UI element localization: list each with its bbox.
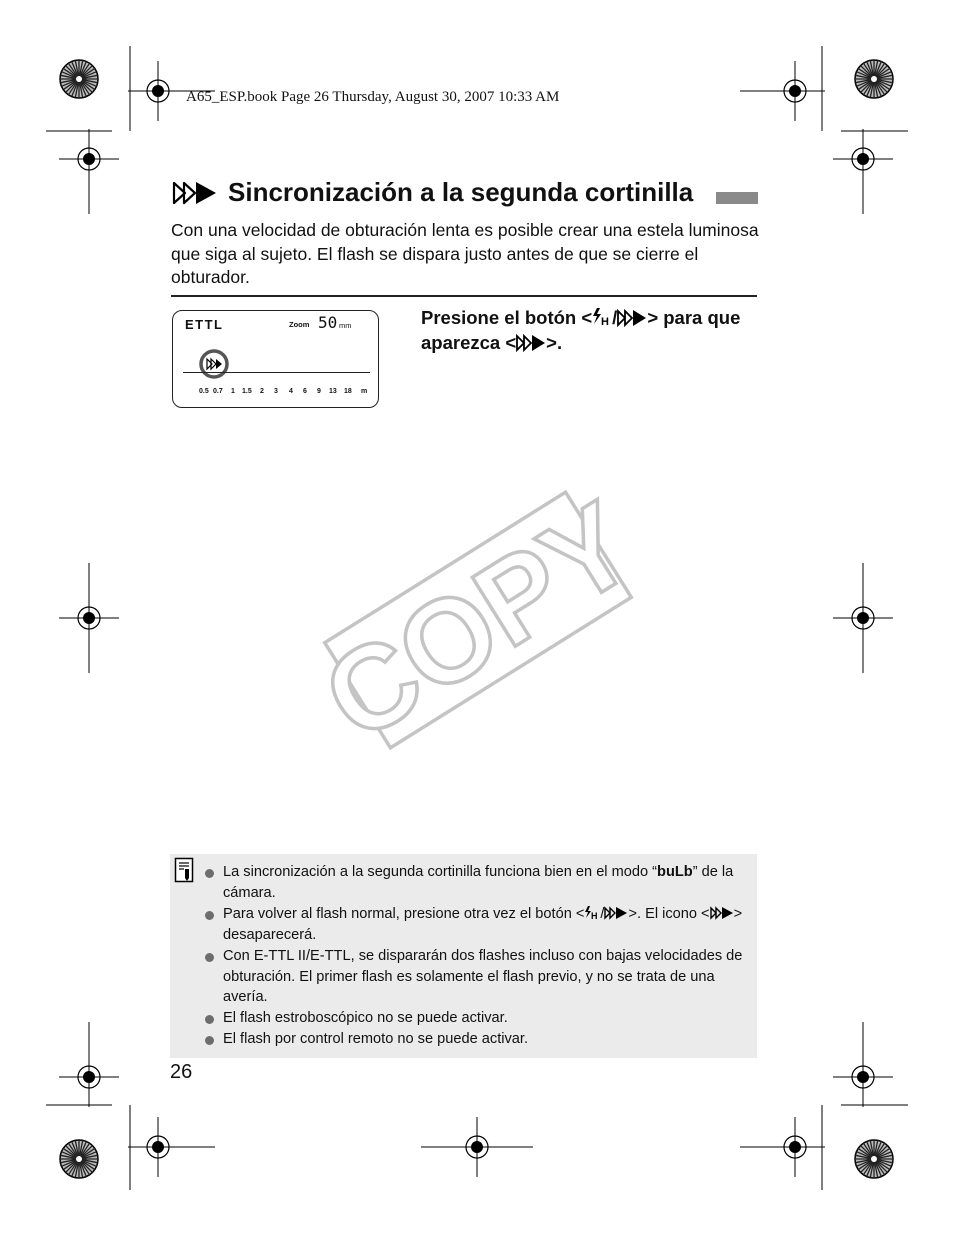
lcd-scale-tick: 18 (344, 388, 352, 395)
lcd-scale-tick: 1.5 (242, 388, 252, 395)
instruction-text: >. (546, 332, 563, 353)
lcd-scale-tick: 0.7 (213, 388, 223, 395)
note-text: > desaparecerá. (223, 905, 743, 943)
note-text: ” de la cámara. (223, 864, 734, 901)
notes-box (170, 854, 757, 1058)
intro-paragraph: Con una velocidad de obturación lenta es posible crear una estela luminosa que siga al sujeto. El flash se dispara justo antes de que se cierre el obturador. (171, 220, 759, 287)
notes-list (204, 862, 749, 1050)
note-bold-text: buLb (657, 864, 693, 880)
svg-text:H: H (601, 316, 610, 327)
lcd-scale-tick: 0.5 (199, 388, 209, 395)
note-icon (174, 857, 194, 883)
lcd-zoom-label: Zoom (289, 320, 310, 329)
lcd-scale-tick: 13 (329, 388, 337, 395)
note-text: Para volver al flash normal, presione otra vez el botón < (223, 905, 585, 922)
note-item: Con E-TTL II/E-TTL, se dispararán dos flashes incluso con bajas velocidades de obturación. El primer flash es solamente el flash previo, y no se trata de una avería. (204, 946, 749, 1009)
high-speed-sync-icon (584, 905, 600, 921)
lcd-scale-tick: 6 (303, 388, 307, 395)
lcd-zoom-unit: mm (339, 321, 352, 330)
page-number: 26 (170, 1061, 193, 1083)
instruction-text: / (612, 307, 618, 328)
instruction-text: Presione el botón < (421, 307, 593, 328)
lcd-scale-tick: 4 (289, 388, 293, 395)
svg-text:H: H (591, 910, 598, 921)
lcd-mode: ETTL (185, 317, 224, 332)
lcd-scale-tick: 1 (231, 388, 235, 395)
note-text: >. El icono < (628, 905, 710, 922)
note-item: El flash por control remoto no se puede activar. (204, 1029, 749, 1050)
lcd-scale-tick: 9 (317, 388, 321, 395)
note-item (204, 904, 749, 946)
page-title: Sincronización a la segunda cortinilla (228, 177, 694, 207)
note-text: / (600, 905, 605, 922)
lcd-scale-tick: 2 (260, 388, 264, 395)
lcd-zoom-value: 50 (318, 313, 338, 332)
lcd-scale-tick: m (361, 388, 368, 395)
note-item: El flash estroboscópico no se puede activar. (204, 1008, 749, 1029)
watermark-text: COPY (302, 477, 656, 767)
lcd-scale-tick: 3 (274, 388, 278, 395)
second-curtain-sync-icon (604, 906, 628, 920)
instruction-text: > para que aparezca < (421, 307, 741, 353)
book-header-info: A65_ESP.book Page 26 Thursday, August 30, 2007 10:33 AM (186, 89, 560, 105)
second-curtain-sync-icon (710, 906, 734, 920)
note-text: La sincronización a la segunda cortinilla funciona bien en el modo “ (223, 864, 658, 880)
note-item (204, 862, 749, 904)
